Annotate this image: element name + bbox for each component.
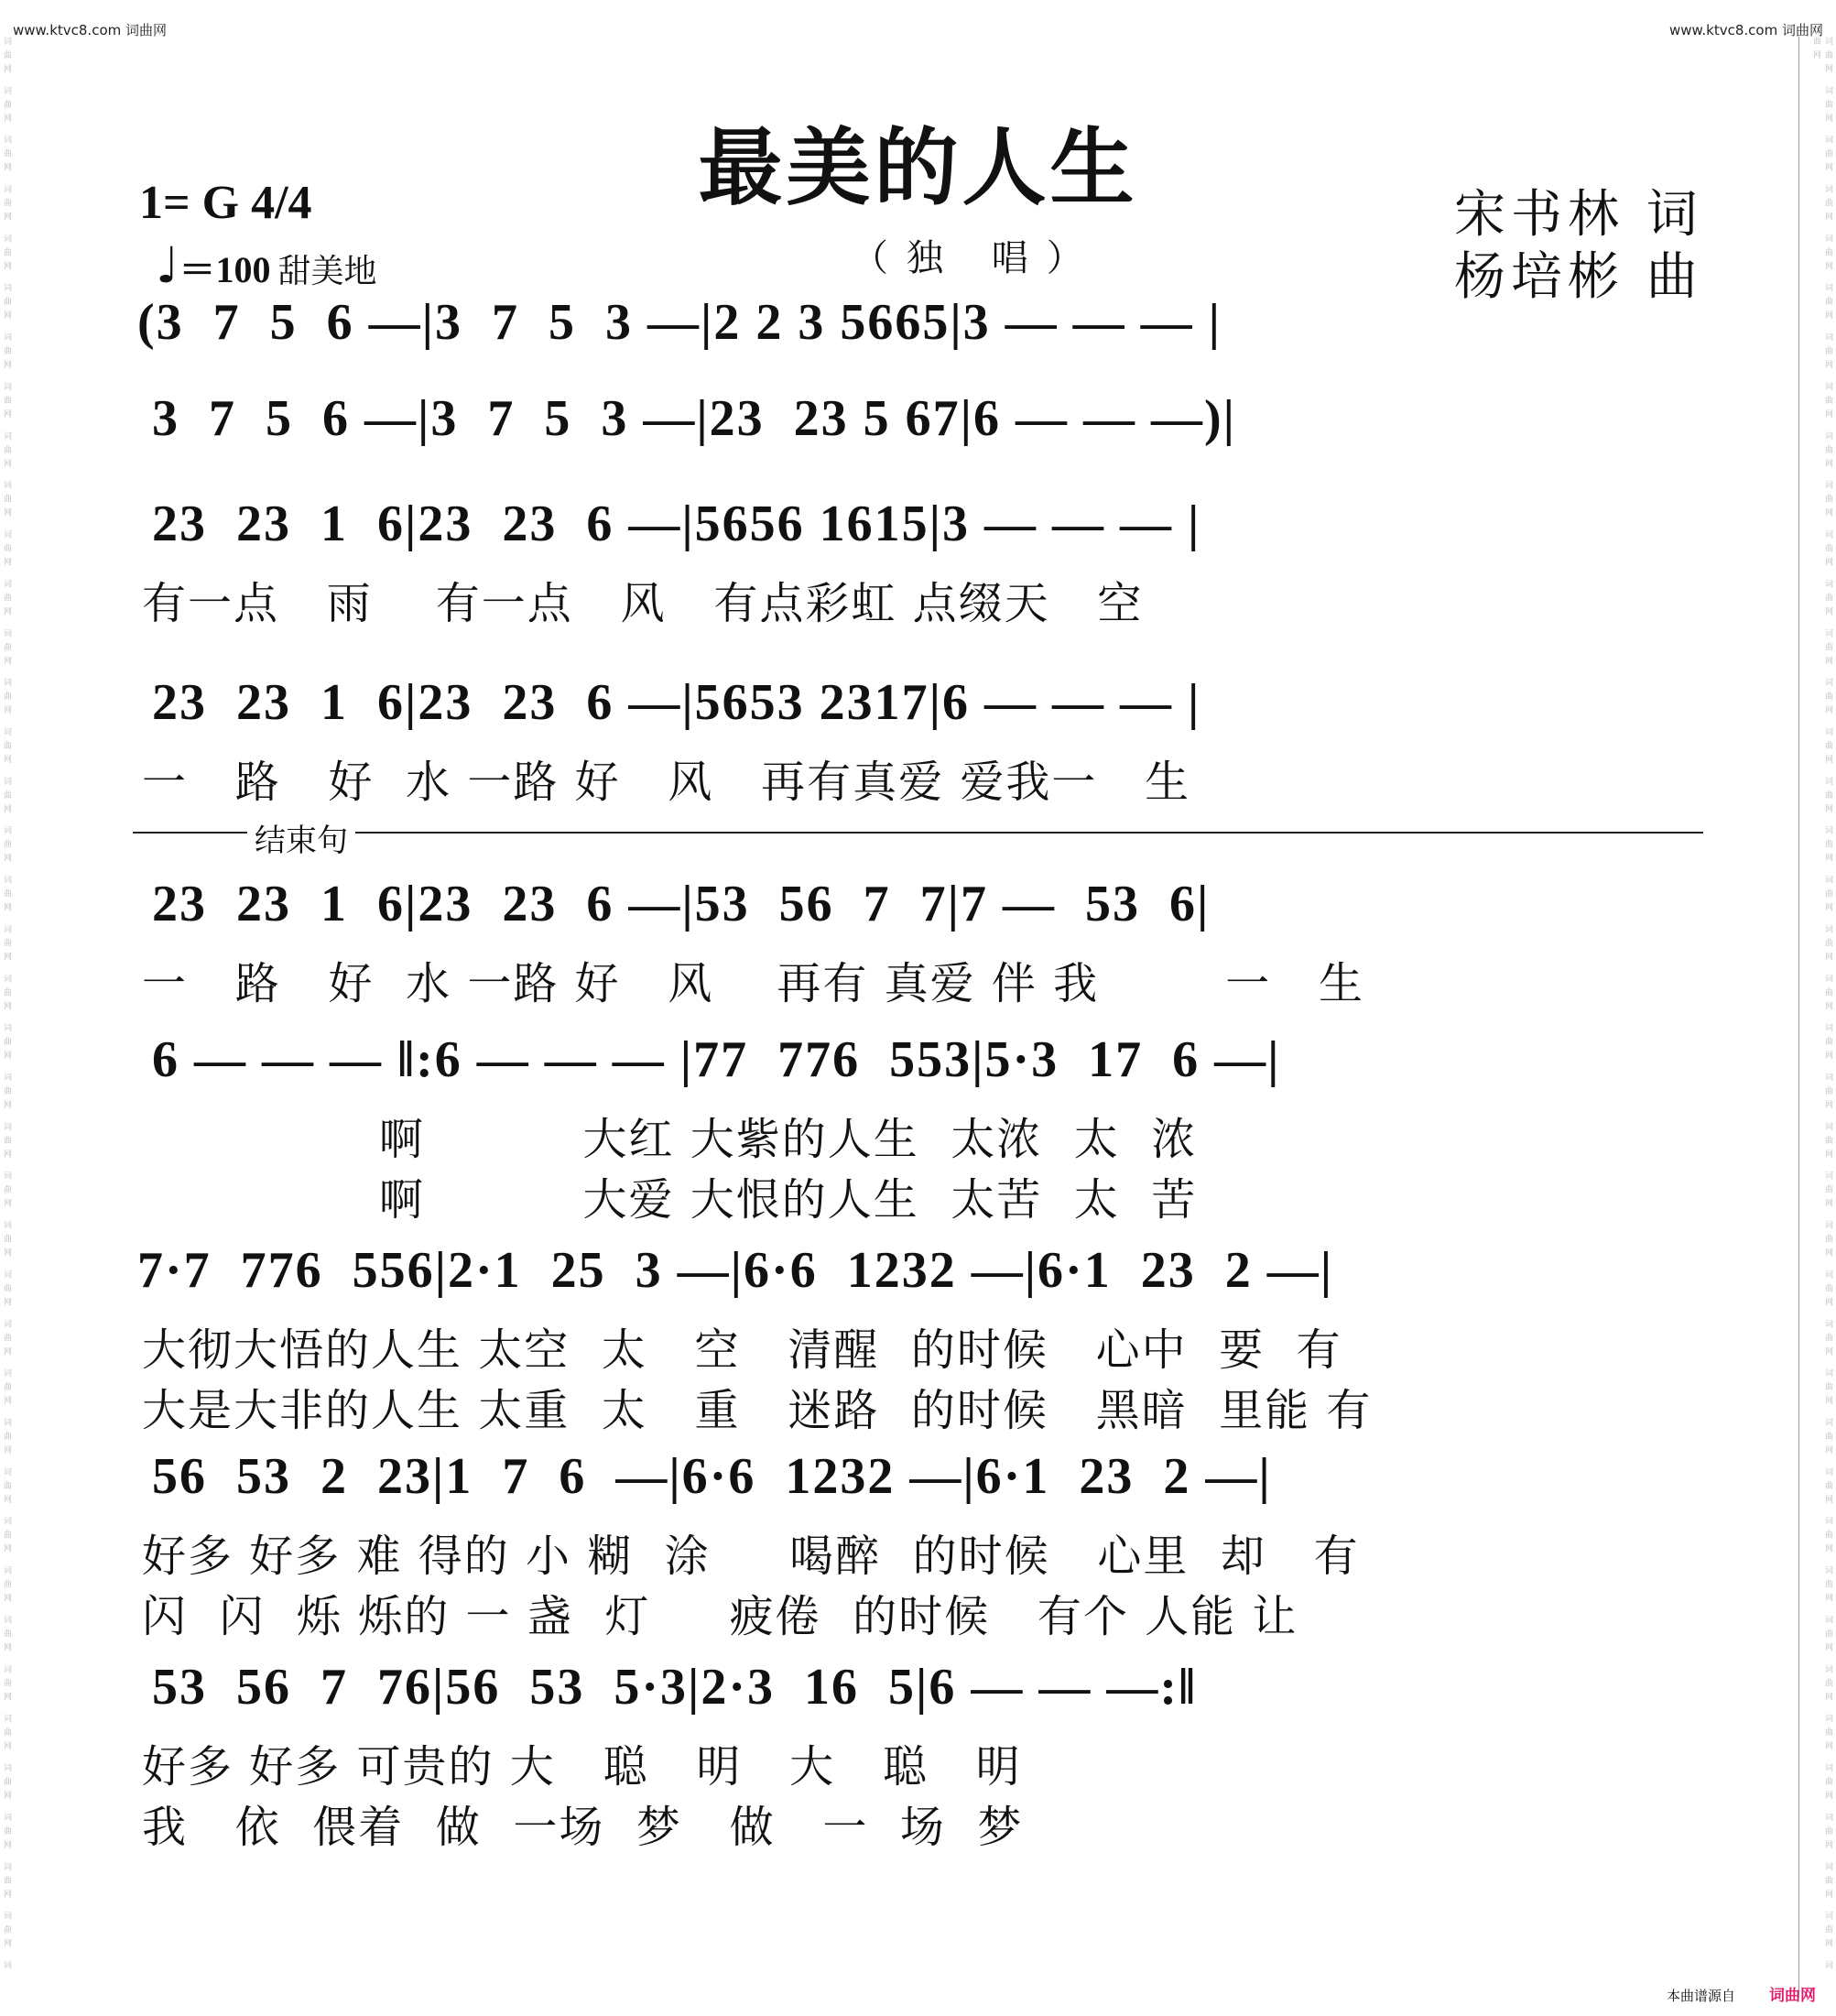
lyric-line: 啊 大爱 大恨的人生 太苦 太 苦 <box>142 1174 1198 1226</box>
notation-line: 23 23 1 6|23 23 6 —|5656 1615|3 — — — | <box>137 496 1201 552</box>
lyric-line: 一 路 好 水 一路 好 风 再有真爱 爱我一 生 <box>142 757 1191 808</box>
page-frame-line <box>1798 37 1799 1998</box>
lyric-line: 有一点 雨 有一点 风 有点彩虹 点缀天 空 <box>142 578 1144 629</box>
lyric-line: 大彻大悟的人生 太空 太 空 清醒 的时候 心中 要 有 <box>142 1324 1342 1376</box>
quarter-note-icon: ♩ <box>156 236 179 294</box>
ending-label: 结束句 <box>247 815 355 860</box>
notation-line: 56 53 2 23|1 7 6 —|6·6 1232 —|6·1 23 2 —| <box>137 1448 1272 1505</box>
notation-line: 7·7 776 556|2·1 25 3 —|6·6 1232 —|6·1 23 2 —| <box>137 1242 1334 1299</box>
lyric-line: 一 路 好 水 一路 好 风 再有 真爱 伴 我 一 生 <box>142 958 1364 1009</box>
key-signature: 1= G 4/4 <box>139 177 312 229</box>
composer-credit: 杨培彬 曲 <box>1454 247 1703 307</box>
side-watermark-right: 词曲网 词曲网 词曲网 词曲网 词曲网 词曲网 词曲网 词曲网 词曲网 词曲网 词曲网 词曲网 词曲网 词曲网 词曲网 词曲网 词曲网 词曲网 词曲网 词曲网 词曲网 词曲网 词曲网 词曲网 词曲网 词曲网 词曲网 词曲网 词曲网 词曲网 词曲网 词曲网 词曲网 词曲网 词曲网 词曲网 词曲网 词曲网 词曲网 词曲网 <box>1811 37 1832 1975</box>
site-url-left[interactable]: www.ktvc8.com 词曲网 <box>13 22 168 38</box>
lyric-line: 好多 好多 可贵的 大 聪 明 大 聪 明 <box>142 1741 1022 1793</box>
lyricist-credit: 宋书林 词 <box>1454 185 1703 245</box>
lyric-line: 好多 好多 难 得的 小 糊 涂 喝醉 的时候 心里 却 有 <box>142 1531 1360 1582</box>
notation-line: 23 23 1 6|23 23 6 —|5653 2317|6 — — — | <box>137 674 1201 731</box>
lyric-line: 大是大非的人生 太重 太 重 迷路 的时候 黑暗 里能 有 <box>142 1385 1373 1436</box>
lyric-line: 闪 闪 烁 烁的 一 盏 灯 疲倦 的时候 有个 人能 让 <box>142 1591 1298 1642</box>
notation-line: 3 7 5 6 —|3 7 5 3 —|23 23 5 67|6 — — —)| <box>137 390 1236 447</box>
tempo-value: ＝100 <box>179 249 271 290</box>
ending-bracket-line <box>133 832 1703 834</box>
tempo-marking <box>156 236 377 294</box>
notation-line: 6 — — — ‖:6 — — — |77 776 553|5·3 17 6 —| <box>137 1031 1281 1088</box>
performance-type: （独 唱） <box>852 237 1102 279</box>
lyric-line: 我 依 偎着 做 一场 梦 做 一 场 梦 <box>142 1802 1024 1853</box>
tempo-mood: 甜美地 <box>277 253 377 289</box>
notation-line: 53 56 7 76|56 53 5·3|2·3 16 5|6 — — —:‖ <box>137 1659 1198 1716</box>
site-url-right[interactable]: www.ktvc8.com 词曲网 <box>1668 22 1823 38</box>
footer-source: 本曲谱源自 <box>1666 1988 1735 2004</box>
notation-line: (3 7 5 6 —|3 7 5 3 —|2 2 3 5665|3 — — — | <box>137 294 1222 351</box>
song-title: 最美的人生 <box>698 118 1138 217</box>
footer-brand[interactable]: 词曲网 <box>1769 1987 1816 2005</box>
notation-line: 23 23 1 6|23 23 6 —|53 56 7 7|7 — 53 6| <box>137 876 1211 932</box>
lyric-line: 啊 大红 大紫的人生 太浓 太 浓 <box>142 1114 1198 1165</box>
side-watermark-left: 词曲网 词曲网 词曲网 词曲网 词曲网 词曲网 词曲网 词曲网 词曲网 词曲网 词曲网 词曲网 词曲网 词曲网 词曲网 词曲网 词曲网 词曲网 词曲网 词曲网 词曲网 词曲网 词曲网 词曲网 词曲网 词曲网 词曲网 词曲网 词曲网 词曲网 词曲网 词曲网 词曲网 词曲网 词曲网 词曲网 词曲网 词曲网 词曲网 词 <box>2 37 11 1975</box>
